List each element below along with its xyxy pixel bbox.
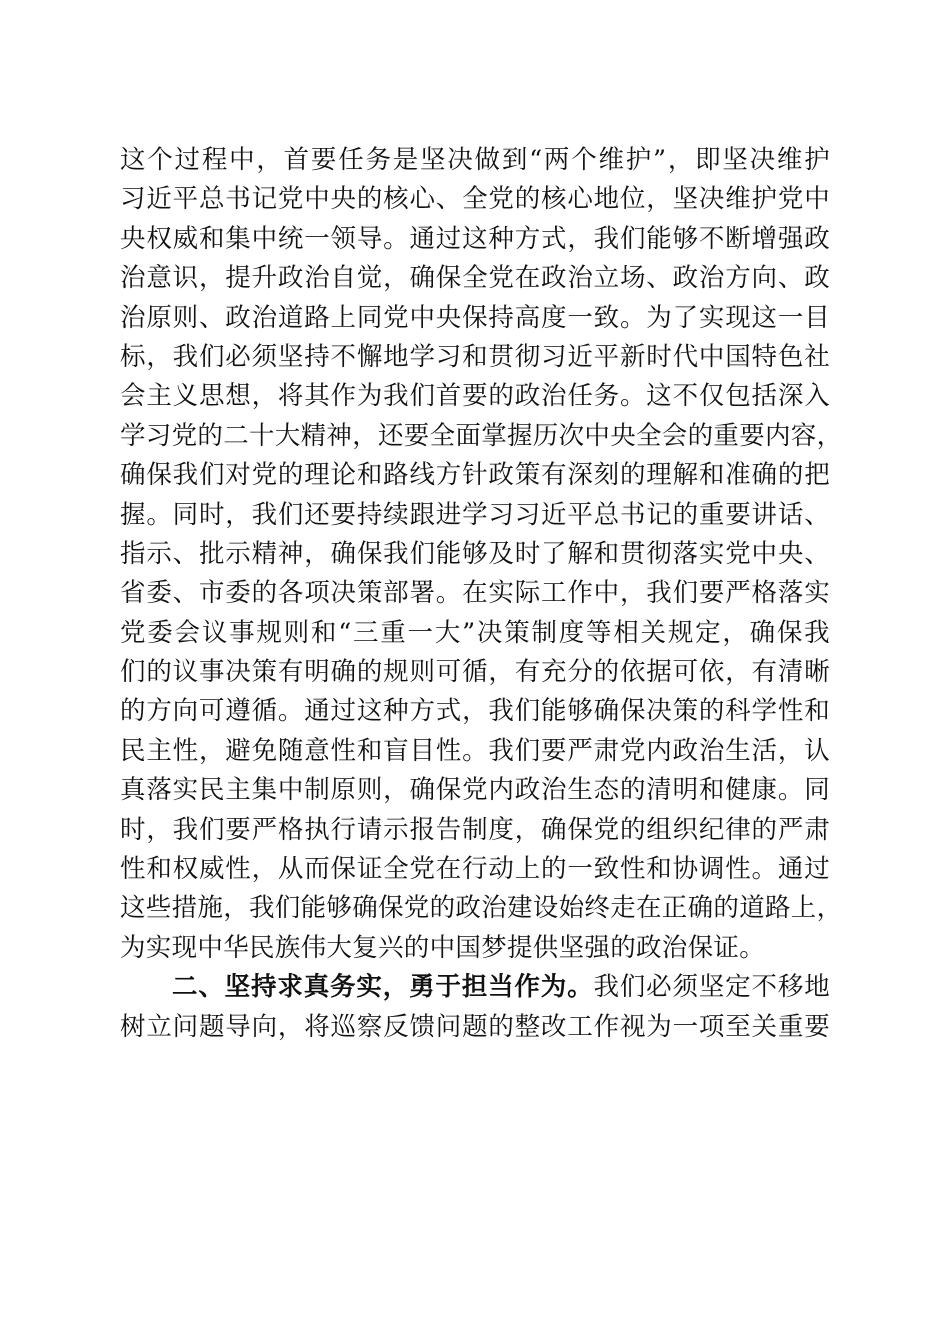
text-line: 治意识，提升政治自觉，确保全党在政治立场、政治方向、政 <box>120 263 830 294</box>
text-line: 真落实民主集中制原则，确保党内政治生态的清明和健康。同 <box>120 775 830 806</box>
text-line: 树立问题导向，将巡察反馈问题的整改工作视为一项至关重要 <box>120 1011 830 1042</box>
text-line: 民主性，避免随意性和盲目性。我们要严肃党内政治生活，认 <box>120 735 830 766</box>
body-text <box>120 141 843 1047</box>
text-line: 时，我们要严格执行请示报告制度，确保党的组织纪律的严肃 <box>120 814 830 845</box>
text-line: 省委、市委的各项决策部署。在实际工作中，我们要严格落实 <box>120 578 830 609</box>
text-line: 学习党的二十大精神，还要全面掌握历次中央全会的重要内容， <box>120 420 843 451</box>
text-line: 确保我们对党的理论和路线方针政策有深刻的理解和准确的把 <box>120 460 830 491</box>
text-line: 治原则、政治道路上同党中央保持高度一致。为了实现这一目 <box>120 302 830 333</box>
text-line: 这些措施，我们能够确保党的政治建设始终走在正确的道路上， <box>120 893 843 924</box>
section-heading-line <box>120 968 830 1007</box>
text-line: 会主义思想，将其作为我们首要的政治任务。这不仅包括深入 <box>120 381 830 412</box>
section-heading: 二、坚持求真务实，勇于担当作为。 <box>172 972 594 1003</box>
text-line: 央权威和集中统一领导。通过这种方式，我们能够不断增强政 <box>120 223 830 254</box>
text-span: 我们必须坚定不移地 <box>593 972 830 1003</box>
text-line: 指示、批示精神，确保我们能够及时了解和贯彻落实党中央、 <box>120 538 830 569</box>
text-line: 习近平总书记党中央的核心、全党的核心地位，坚决维护党中 <box>120 184 830 215</box>
text-line: 握。同时，我们还要持续跟进学习习近平总书记的重要讲话、 <box>120 499 830 530</box>
text-line: 的方向可遵循。通过这种方式，我们能够确保决策的科学性和 <box>120 696 830 727</box>
text-line: 党委会议事规则和“三重一大”决策制度等相关规定，确保我 <box>120 617 830 648</box>
text-line: 为实现中华民族伟大复兴的中国梦提供坚强的政治保证。 <box>120 932 766 963</box>
text-line: 标，我们必须坚持不懈地学习和贯彻习近平新时代中国特色社 <box>120 341 830 372</box>
text-line: 这个过程中，首要任务是坚决做到“两个维护”，即坚决维护 <box>120 145 830 175</box>
text-line: 性和权威性，从而保证全党在行动上的一致性和协调性。通过 <box>120 854 830 885</box>
text-line: 们的议事决策有明确的规则可循，有充分的依据可依，有清晰 <box>120 657 830 688</box>
